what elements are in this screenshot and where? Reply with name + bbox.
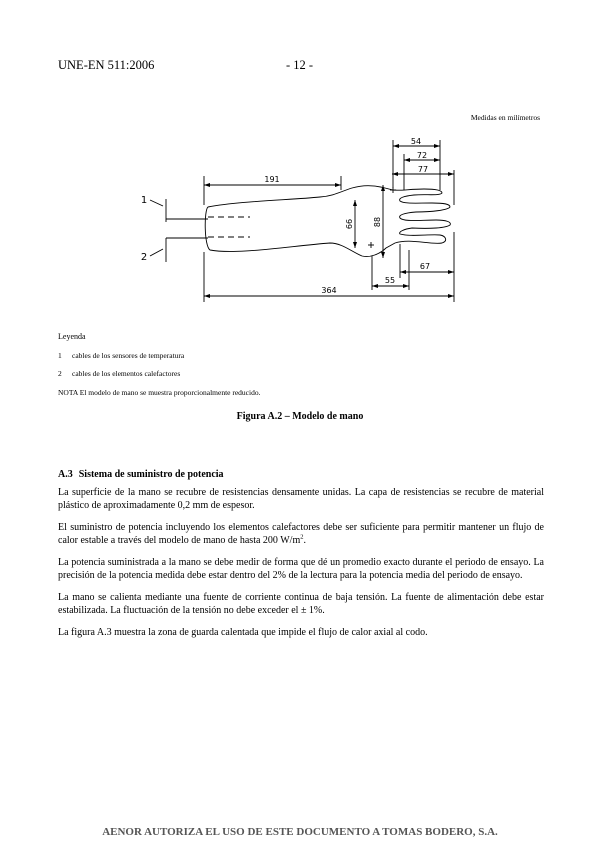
- paragraph-period: .: [303, 535, 306, 546]
- legend-title: Leyenda: [58, 332, 86, 341]
- legend-item-text: cables de los sensores de temperatura: [72, 351, 185, 360]
- legend-item-number: 2: [58, 369, 62, 378]
- section-heading: [58, 469, 224, 480]
- dim-label-66: 66: [345, 218, 354, 230]
- page-number: - 12 -: [286, 58, 314, 72]
- dim-label-55: 55: [384, 276, 396, 285]
- units-note: Medidas en milímetros: [470, 113, 540, 122]
- callout-1: 1: [140, 195, 148, 206]
- dim-label-191: 191: [264, 175, 280, 184]
- legend-item-text: cables de los elementos calefactores: [72, 369, 181, 378]
- figure-caption: Figura A.2 – Modelo de mano: [236, 411, 364, 422]
- dim-label-72: 72: [416, 151, 428, 160]
- paragraph: La figura A.3 muestra la zona de guarda calentada que impide el flujo de calor axial al codo.: [58, 627, 428, 638]
- hand-outline: [205, 186, 450, 257]
- dim-label-88: 88: [373, 216, 382, 228]
- section-number: A.3: [58, 469, 73, 480]
- callout-2: 2: [140, 252, 148, 263]
- figure-note: NOTA El modelo de mano se muestra proporcionalmente reducido.: [58, 388, 261, 397]
- legend-item: [58, 351, 184, 360]
- superscript: 2: [300, 533, 304, 541]
- dim-label-77: 77: [417, 165, 429, 174]
- dim-label-364: 364: [321, 286, 337, 295]
- paragraph: [58, 521, 544, 547]
- paragraph: La superficie de la mano se recubre de resistencias densamente unidas. La capa de resistencias se recubre de material plástico de aproximadamente 0,2 mm de espesor.: [58, 487, 544, 511]
- dim-label-54: 54: [410, 137, 422, 146]
- paragraph-text: El suministro de potencia incluyendo los elementos calefactores debe ser suficiente para permitir mantener un flujo de calor estable a través del modelo de mano de hasta 200 W/m: [58, 522, 544, 546]
- license-footer: AENOR AUTORIZA EL USO DE ESTE DOCUMENTO A TOMAS BODERO, S.A.: [102, 826, 498, 838]
- legend-item-number: 1: [58, 351, 62, 360]
- paragraph: La mano se calienta mediante una fuente de corriente continua de baja tensión. La fuente de alimentación debe estar estabilizada. La fluctuación de la tensión no debe exceder el ± 1%.: [58, 592, 544, 616]
- dim-label-67: 67: [419, 262, 431, 271]
- legend-item: [58, 369, 180, 378]
- standard-code: UNE-EN 511:2006: [58, 58, 155, 72]
- section-title: Sistema de suministro de potencia: [78, 469, 224, 480]
- paragraph: La potencia suministrada a la mano se debe medir de forma que dé un promedio exacto durante el periodo de ensayo. La precisión de la potencia medida debe estar dentro del 2% de la lectura para la potencia media del periodo de ensayo.: [58, 557, 544, 581]
